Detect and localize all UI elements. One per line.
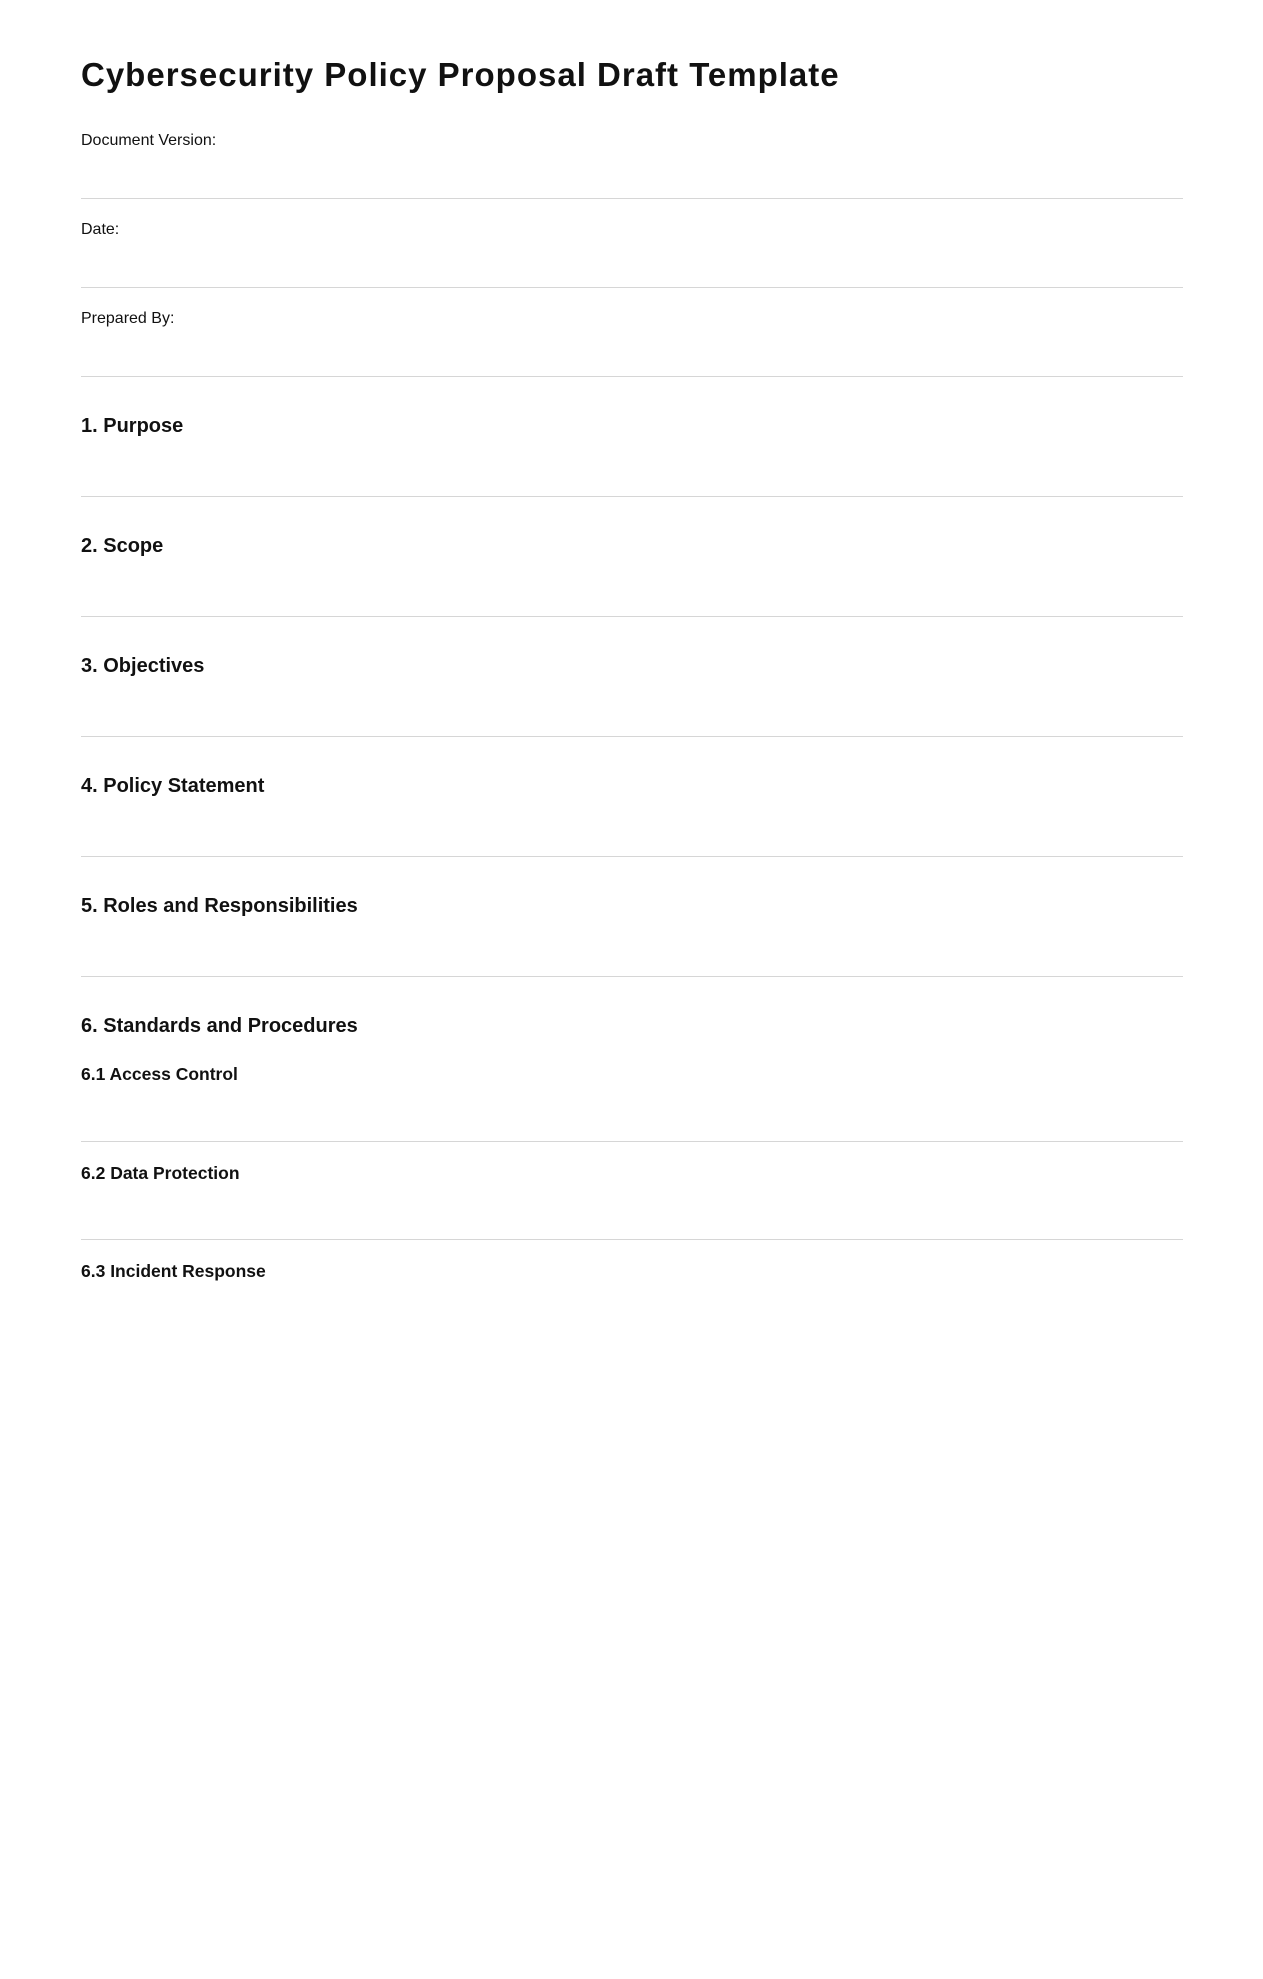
subsection-heading-incident-response: 6.3 Incident Response [81, 1261, 266, 1281]
field-label-date: Date: [81, 221, 120, 238]
subsection-line-data-protection[interactable] [81, 1239, 1183, 1240]
field-label-prepared-by: Prepared By: [81, 310, 175, 327]
section-line-scope[interactable] [81, 616, 1183, 617]
field-line-prepared-by[interactable] [81, 376, 1183, 377]
section-line-objectives[interactable] [81, 736, 1183, 737]
section-heading-objectives: 3. Objectives [81, 655, 205, 677]
subsection-heading-data-protection: 6.2 Data Protection [81, 1163, 240, 1183]
section-heading-policy-statement: 4. Policy Statement [81, 775, 265, 797]
field-line-date[interactable] [81, 287, 1183, 288]
field-label-document-version: Document Version: [81, 132, 217, 149]
section-line-roles-responsibilities[interactable] [81, 976, 1183, 977]
section-heading-purpose: 1. Purpose [81, 415, 184, 437]
section-heading-scope: 2. Scope [81, 535, 164, 557]
section-line-policy-statement[interactable] [81, 856, 1183, 857]
subsection-line-access-control[interactable] [81, 1141, 1183, 1142]
section-heading-standards-procedures: 6. Standards and Procedures [81, 1015, 358, 1037]
section-line-purpose[interactable] [81, 496, 1183, 497]
section-heading-roles-responsibilities: 5. Roles and Responsibilities [81, 895, 358, 917]
subsection-heading-access-control: 6.1 Access Control [81, 1064, 238, 1084]
document-title: Cybersecurity Policy Proposal Draft Template [81, 56, 840, 93]
field-line-document-version[interactable] [81, 198, 1183, 199]
